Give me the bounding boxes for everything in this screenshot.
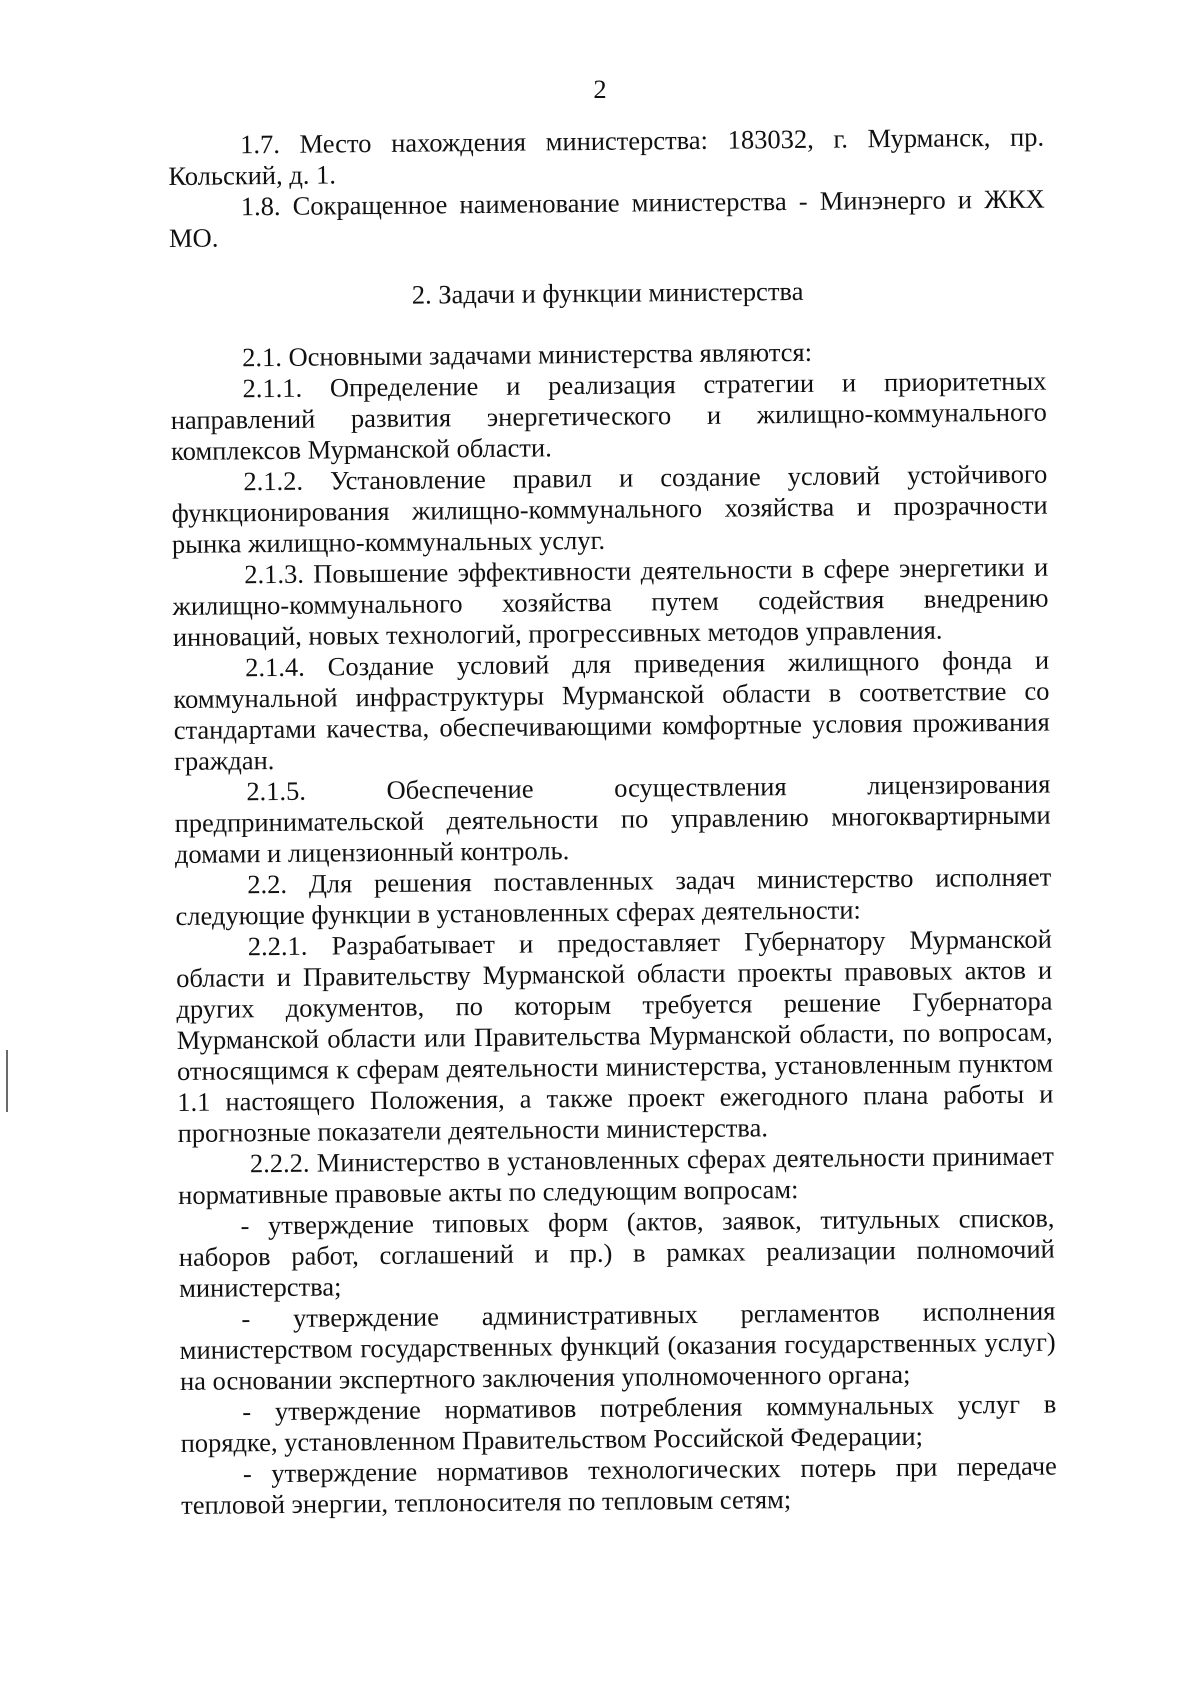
paragraph-2-2: 2.2. Для решения поставленных задач министерство исполняет следующие функции в установленных сферах деятельности: (175, 861, 1052, 931)
list-item: - утверждение нормативов потребления коммунальных услуг в порядке, установленном Правительством Российской Федерации; (180, 1388, 1057, 1458)
paragraph-2-1-4: 2.1.4. Создание условий для приведения жилищного фонда и коммунальной инфраструктуры Мурманской области в соответствие со стандартами качества, обеспечивающими комфортные условия проживания граждан. (173, 644, 1050, 776)
paragraph-2-1-5: 2.1.5. Обеспечение осуществления лицензирования предпринимательской деятельности по управлению многоквартирными домами и лицензионный контроль. (174, 768, 1051, 869)
section-heading: 2. Задачи и функции министерства (411, 275, 804, 310)
paragraph-2-1-3: 2.1.3. Повышение эффективности деятельности в сфере энергетики и жилищно-коммунального хозяйства путем содействия внедрению инноваций, новых технологий, прогрессивных методов управления. (172, 551, 1049, 652)
list-item: - утверждение нормативов технологических потерь при передаче тепловой энергии, теплоносителя по тепловым сетям; (181, 1450, 1058, 1520)
paragraph-1-8: 1.8. Сокращенное наименование министерства - Минэнерго и ЖКХ МО. (168, 183, 1045, 253)
list-item: - утверждение типовых форм (актов, заявок, титульных списков, наборов работ, соглашений и пр.) в рамках реализации полномочий министерства; (178, 1202, 1055, 1303)
list-item: - утверждение административных регламентов исполнения министерством государственных функций (оказания государственных услуг) на основании экспертного заключения уполномоченного органа; (179, 1295, 1056, 1396)
paragraph-2-2-2: 2.2.2. Министерство в установленных сферах деятельности принимает нормативные правовые акты по следующим вопросам: (178, 1140, 1055, 1210)
paragraph-2-2-1: 2.2.1. Разрабатывает и предоставляет Губернатору Мурманской области и Правительству Мурманской области проекты правовых актов и других документов, по которым требуется решение Губернатора Мурманской области или Правительства Мурманской области, по вопросам, относящимся к сферам деятельности министерства, установленным пунктом 1.1 настоящего Положения, а также проект ежегодного плана работы и прогнозные показатели деятельности министерства. (175, 923, 1054, 1148)
document-body (168, 122, 1057, 1521)
scan-edge-mark (6, 1050, 8, 1112)
paragraph-2-1-1: 2.1.1. Определение и реализация стратегии и приоритетных направлений развития энергетического и жилищно-коммунального комплексов Мурманской области. (170, 365, 1047, 466)
paragraph-2-1: 2.1. Основными задачами министерства являются: (242, 336, 813, 373)
page-number: 2 (593, 74, 607, 104)
paragraph-1-7: 1.7. Место нахождения министерства: 183032, г. Мурманск, пр. Кольский, д. 1. (168, 121, 1045, 191)
paragraph-2-1-2: 2.1.2. Установление правил и создание условий устойчивого функционирования жилищно-коммунального хозяйства и прозрачности рынка жилищно-коммунальных услуг. (171, 458, 1048, 559)
